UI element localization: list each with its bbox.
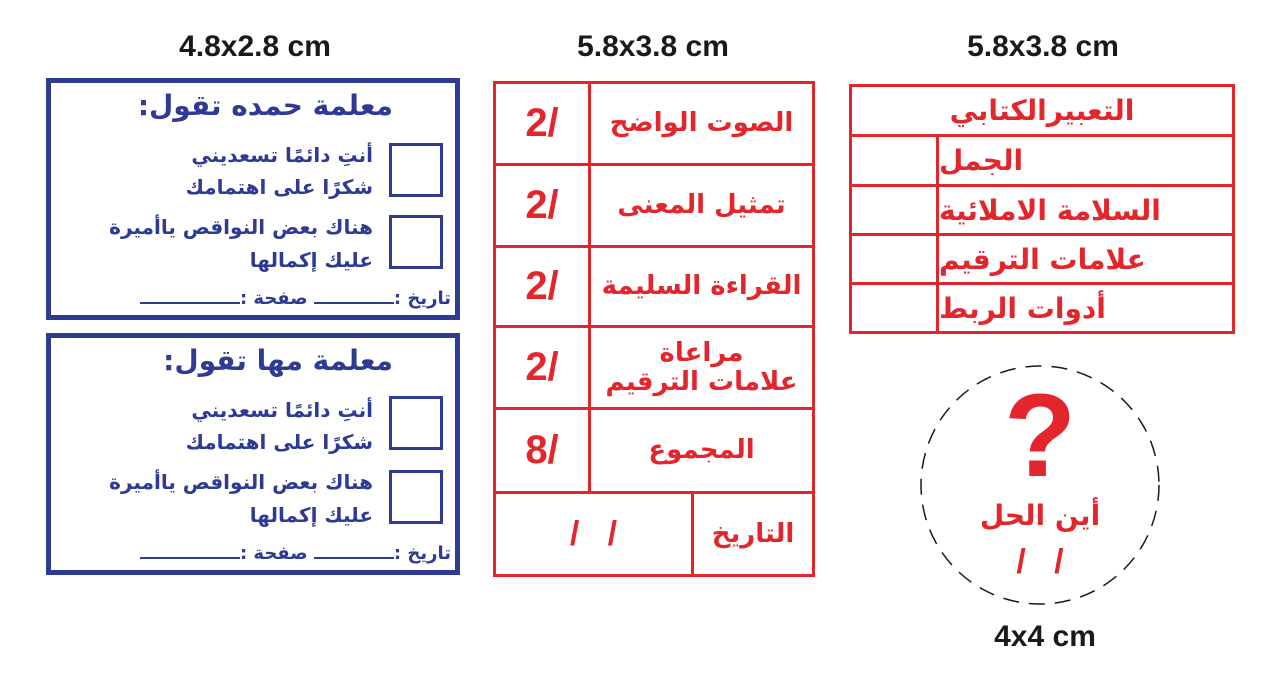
- grade-row: [496, 248, 812, 328]
- row-label: مراعاة علامات الترقيم: [605, 337, 798, 397]
- remark-line-1: هناك بعض النواقص ياأميرة: [109, 470, 373, 494]
- writing-row: [852, 137, 1232, 187]
- reading-grade-stamp: [493, 81, 815, 577]
- row-score: 2/: [525, 183, 559, 227]
- writing-row-label: علامات الترقيم: [939, 242, 1146, 276]
- stamp-title: معلمة مها تقول:: [163, 344, 393, 377]
- page-blank: [140, 302, 240, 304]
- page-label: صفحة :: [239, 543, 308, 564]
- row-score: 2/: [525, 101, 559, 145]
- circle-date-slashes: / /: [1016, 543, 1064, 581]
- remark-checkbox[interactable]: [389, 215, 443, 269]
- question-mark-icon: ?: [1003, 370, 1077, 502]
- where-is-solution-stamp: [918, 363, 1162, 607]
- size-label-middle: 5.8x3.8 cm: [577, 30, 729, 63]
- row-score: 8/: [525, 428, 559, 472]
- size-label-circle: 4x4 cm: [994, 620, 1096, 653]
- writing-title: التعبيرالكتابي: [949, 94, 1135, 127]
- date-page-footer: [140, 288, 451, 309]
- writing-row-label: الجمل: [939, 144, 1024, 177]
- row-label: الصوت الواضح: [609, 108, 794, 139]
- writing-row-label: السلامة الاملائية: [939, 193, 1161, 227]
- remark-checkbox[interactable]: [389, 470, 443, 524]
- grade-row: [496, 84, 812, 166]
- page-blank: [140, 557, 240, 559]
- praise-line-1: أنتِ دائمًا تسعديني: [191, 143, 373, 167]
- date-blank: [314, 302, 394, 304]
- date-label: تاريخ :: [393, 543, 451, 564]
- grade-row: [496, 166, 812, 248]
- remark-line-1: هناك بعض النواقص ياأميرة: [109, 215, 373, 239]
- remark-line-2: عليك إكمالها: [249, 248, 373, 272]
- praise-line-2: شكرًا على اهتمامك: [185, 430, 373, 454]
- row-label: تمثيل المعنى: [617, 190, 786, 221]
- praise-checkbox[interactable]: [389, 143, 443, 197]
- writing-row-label: أدوات الربط: [939, 291, 1106, 325]
- grade-row: [496, 328, 812, 410]
- size-label-right: 5.8x3.8 cm: [967, 30, 1119, 63]
- praise-line-1: أنتِ دائمًا تسعديني: [191, 398, 373, 422]
- remark-line-2: عليك إكمالها: [249, 503, 373, 527]
- row-label: القراءة السليمة: [601, 271, 802, 302]
- size-label-blue: 4.8x2.8 cm: [179, 30, 331, 63]
- circle-label: أين الحل: [979, 499, 1101, 532]
- row-score: 2/: [525, 345, 559, 389]
- writing-title-row: [852, 87, 1232, 137]
- row-score: 2/: [525, 264, 559, 308]
- teacher-stamp-maha: [46, 333, 460, 575]
- row-label: المجموع: [648, 435, 755, 466]
- date-blank: [314, 557, 394, 559]
- writing-row: [852, 236, 1232, 285]
- stamp-title: معلمة حمده تقول:: [137, 89, 393, 122]
- praise-checkbox[interactable]: [389, 396, 443, 450]
- writing-expression-stamp: [849, 84, 1235, 334]
- page-label: صفحة :: [239, 288, 308, 309]
- date-slashes: / /: [569, 514, 618, 553]
- writing-row: [852, 285, 1232, 331]
- praise-line-2: شكرًا على اهتمامك: [185, 175, 373, 199]
- grade-row: [496, 410, 812, 494]
- date-label: تاريخ :: [393, 288, 451, 309]
- date-label: التاريخ: [711, 518, 795, 549]
- date-page-footer: [140, 543, 451, 564]
- teacher-stamp-hamda: [46, 78, 460, 320]
- writing-row: [852, 187, 1232, 236]
- date-row: [496, 494, 812, 574]
